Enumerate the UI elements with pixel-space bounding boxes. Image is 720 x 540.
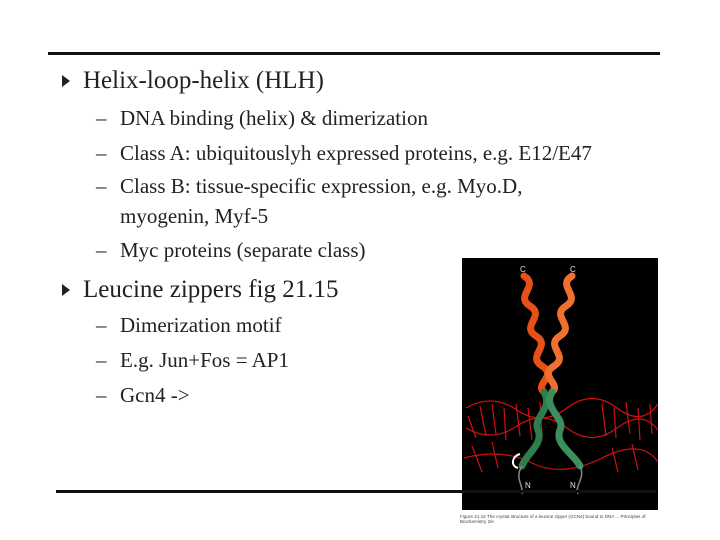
bullet-leucine-label: Leucine zippers fig 21.15 <box>83 276 339 303</box>
subitem-dimerization: – Dimerization motif <box>96 313 282 337</box>
label-n-right: N <box>570 481 576 490</box>
subitem-myc: – Myc proteins (separate class) <box>96 238 366 262</box>
bullet-hlh-label: Helix-loop-helix (HLH) <box>83 67 324 94</box>
leucine-zipper-image <box>462 258 658 510</box>
bullet-arrow-icon <box>62 284 70 296</box>
figure-caption: Figure 21.15 The crystal structure of a leucine zipper (GCN4) bound to DNA ... Principles of Biochemistry 2/e <box>460 514 646 524</box>
subitem-class-b: – Class B: tissue-specific expression, e.g. Myo.D, myogenin, Myf-5 <box>96 174 523 228</box>
subitem-jun-fos: – E.g. Jun+Fos = AP1 <box>96 348 289 372</box>
bullet-hlh <box>62 67 324 95</box>
zipper-helix-left <box>522 276 548 466</box>
bullet-arrow-icon <box>62 75 70 87</box>
subitem-dna-binding: – DNA binding (helix) & dimerization <box>96 106 428 130</box>
bullet-leucine-zippers <box>62 276 338 304</box>
leucine-zipper-figure <box>462 258 658 510</box>
bottom-rule <box>56 490 656 493</box>
subitem-gcn4: – Gcn4 -> <box>96 383 190 407</box>
zipper-helix-right <box>548 276 580 466</box>
label-c-right: C <box>570 265 576 274</box>
top-rule <box>48 52 660 55</box>
subitem-class-a: – Class A: ubiquitouslyh expressed proteins, e.g. E12/E47 <box>96 141 592 165</box>
label-c-left: C <box>520 265 526 274</box>
label-n-left: N <box>525 481 531 490</box>
